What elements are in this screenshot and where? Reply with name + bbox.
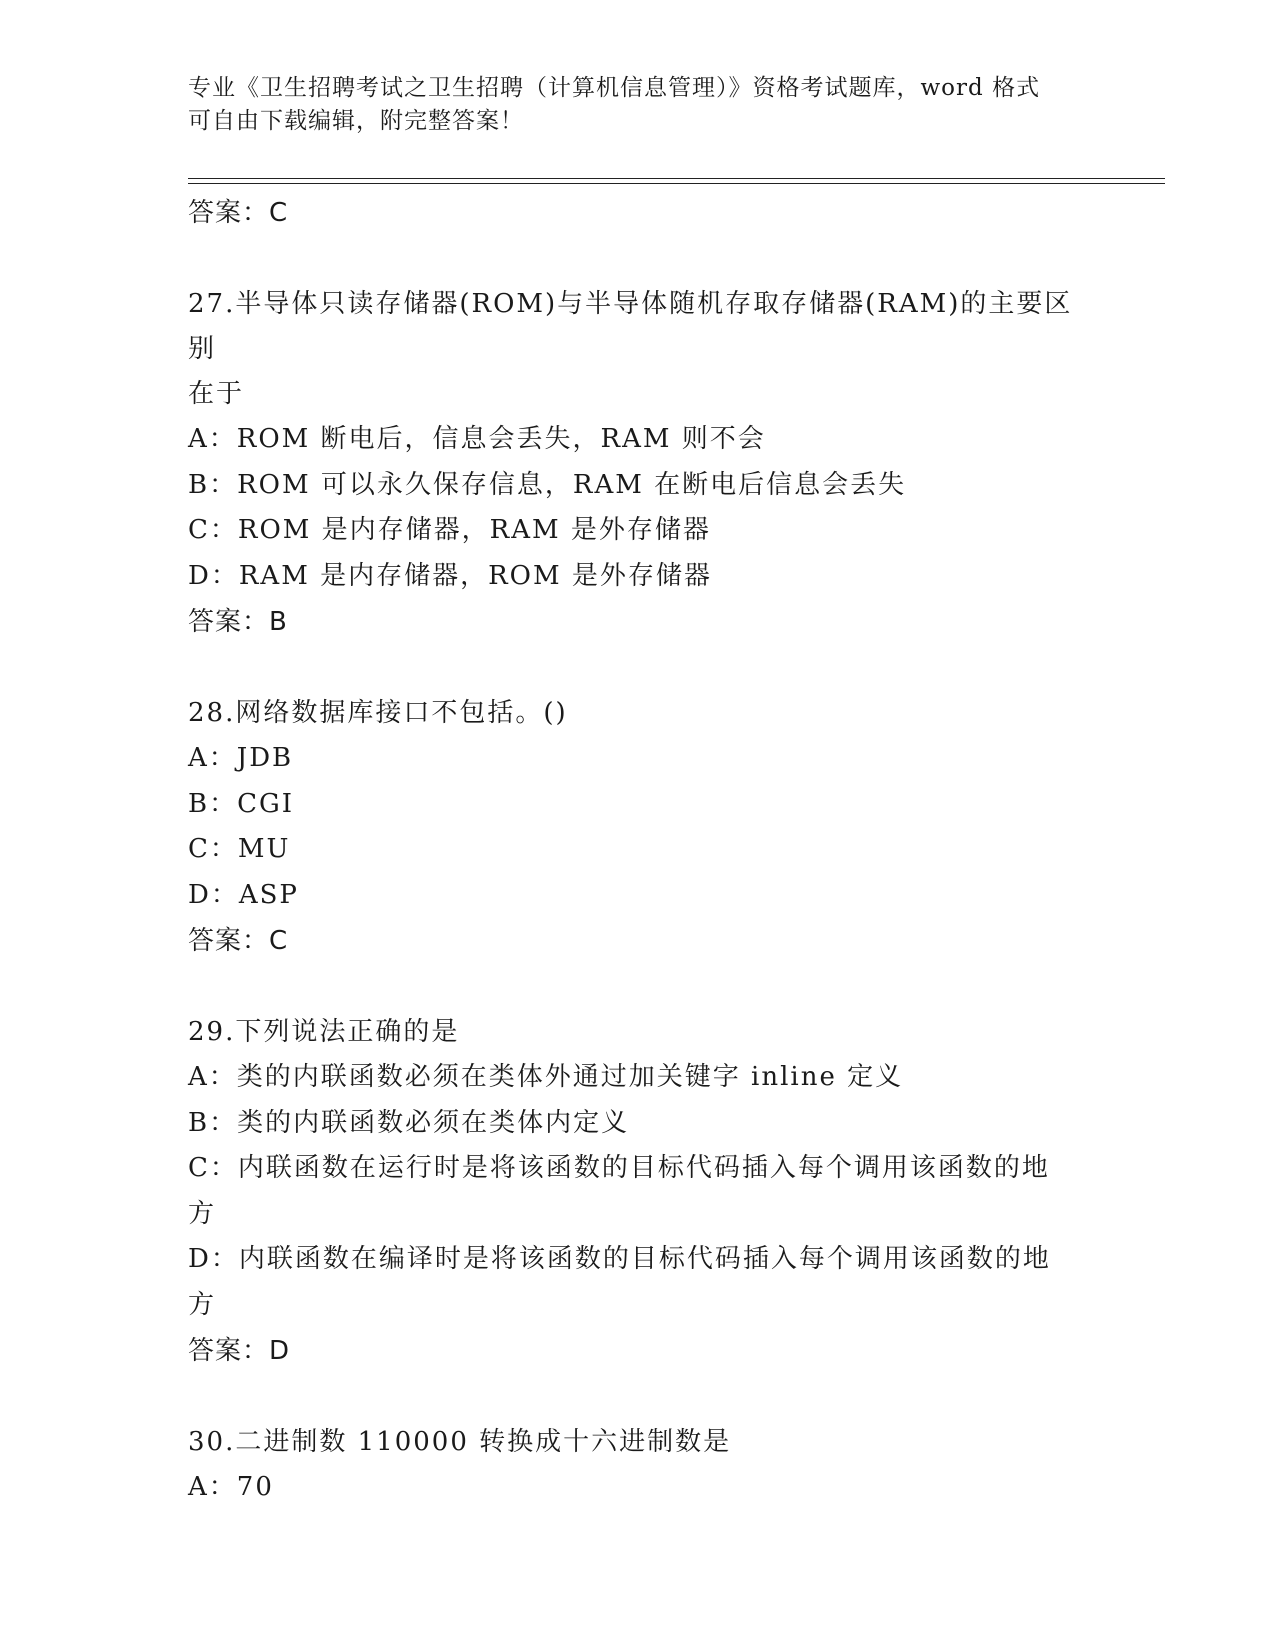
option-c: C：MU <box>188 834 291 864</box>
option-d: D：内联函数在编译时是将该函数的目标代码插入每个调用该函数的地 <box>188 1244 1051 1274</box>
document-header <box>188 72 1068 138</box>
option-d: D：ASP <box>188 879 299 910</box>
previous-answer: 答案：C <box>188 198 289 228</box>
question-27 <box>188 282 1088 645</box>
question-28 <box>188 691 1088 964</box>
header-line-2: 可自由下载编辑，附完整答案！ <box>188 108 524 134</box>
header-divider-top <box>188 178 1165 179</box>
question-30 <box>188 1420 1088 1511</box>
question-stem: 27.半导体只读存储器(ROM)与半导体随机存取存储器(RAM)的主要区别 <box>188 289 1073 364</box>
option-c: C：ROM 是内存储器，RAM 是外存储器 <box>188 515 711 545</box>
option-a: A：70 <box>188 1472 274 1502</box>
answer: 答案：B <box>188 607 288 637</box>
question-list <box>188 190 1088 1511</box>
option-c-continued: 方 <box>188 1198 217 1229</box>
question-stem: 28.网络数据库接口不包括。() <box>188 698 568 728</box>
question-stem: 30.二进制数 110000 转换成十六进制数是 <box>188 1427 732 1457</box>
option-a: A：JDB <box>188 743 294 773</box>
question-stem-continued: 在于 <box>188 379 245 409</box>
option-c: C：内联函数在运行时是将该函数的目标代码插入每个调用该函数的地 <box>188 1153 1050 1183</box>
option-a: A：类的内联函数必须在类体外通过加关键字 inline 定义 <box>188 1062 904 1092</box>
option-b: B：CGI <box>188 788 295 819</box>
option-b: B：ROM 可以永久保存信息，RAM 在断电后信息会丢失 <box>188 469 907 500</box>
option-d: D：RAM 是内存储器，ROM 是外存储器 <box>188 560 712 591</box>
option-b: B：类的内联函数必须在类体内定义 <box>188 1107 630 1138</box>
answer: 答案：D <box>188 1336 291 1366</box>
question-29 <box>188 1010 1088 1374</box>
option-a: A：ROM 断电后，信息会丢失，RAM 则不会 <box>188 424 766 454</box>
header-line-1: 专业《卫生招聘考试之卫生招聘（计算机信息管理）》资格考试题库，word 格式 <box>188 75 1041 101</box>
option-d-continued: 方 <box>188 1289 217 1320</box>
answer: 答案：C <box>188 926 289 956</box>
header-divider-bottom <box>188 183 1165 184</box>
question-stem: 29.下列说法正确的是 <box>188 1017 460 1047</box>
